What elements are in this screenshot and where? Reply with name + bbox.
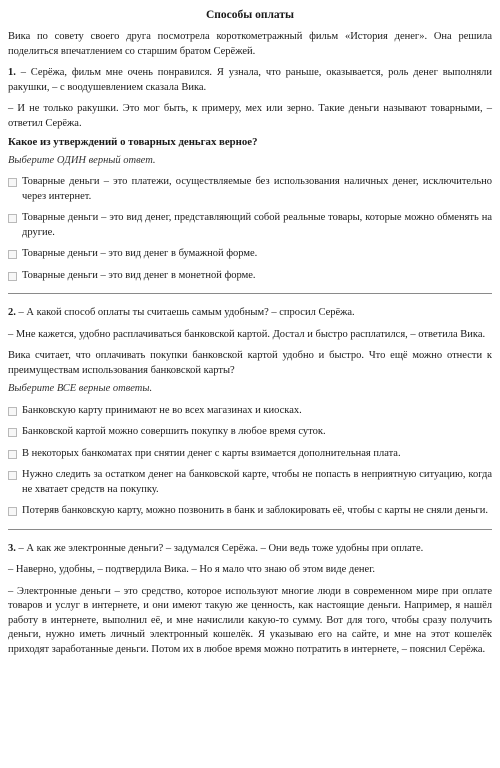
checkbox-icon[interactable] xyxy=(8,507,17,516)
page-title: Способы оплаты xyxy=(205,9,295,21)
section-2-paragraph-1 xyxy=(8,306,492,321)
option-text: Банковскую карту принимают не во всех магазинах и киосках. xyxy=(22,404,302,416)
option-text: Товарные деньги – это вид денег в бумажной форме. xyxy=(22,248,258,259)
checkbox-icon[interactable] xyxy=(8,450,17,459)
section-1-paragraph-2: – И не только ракушки. Это мог быть, к примеру, мех или зерно. Такие деньги называют товарными, – ответил Серёжа. xyxy=(8,103,492,129)
section-3-number: 3. xyxy=(8,542,16,554)
section-1-instruction: Выберите ОДИН верный ответ. xyxy=(8,154,156,166)
section-1-number: 1. xyxy=(8,67,16,78)
radio-option-2[interactable] xyxy=(8,211,492,240)
checkbox-option-1[interactable] xyxy=(8,404,492,419)
radio-box-icon[interactable] xyxy=(8,178,17,187)
section-3-paragraph-1 xyxy=(8,542,492,557)
radio-option-4[interactable] xyxy=(8,269,492,284)
checkbox-icon[interactable] xyxy=(8,407,17,416)
checkbox-option-2[interactable] xyxy=(8,425,492,440)
radio-box-icon[interactable] xyxy=(8,214,17,223)
option-text: Товарные деньги – это вид денег, представляющий собой реальные товары, которые можно обменять на другие. xyxy=(22,212,492,238)
radio-option-3[interactable] xyxy=(8,247,492,262)
option-text: Нужно следить за остатком денег на банковской карте, чтобы не попасть в неприятную ситуацию, когда не хватает средств на покупку. xyxy=(22,469,492,495)
section-1-paragraph-1 xyxy=(8,66,492,95)
checkbox-option-5[interactable] xyxy=(8,504,492,519)
section-2-text-1: – А какой способ оплаты ты считаешь самым удобным? – спросил Серёжа. xyxy=(18,307,355,318)
radio-option-1[interactable] xyxy=(8,175,492,204)
checkbox-icon[interactable] xyxy=(8,428,17,437)
section-1-question: Какое из утверждений о товарных деньгах верное? xyxy=(8,136,258,148)
option-text: В некоторых банкоматах при снятии денег с карты взимается дополнительная плата. xyxy=(22,447,401,459)
section-1-text-1: – Серёжа, фильм мне очень понравился. Я узнала, что раньше, оказывается, роль денег выполняли ракушки, – с воодушевлением сказала Вика. xyxy=(8,67,493,93)
checkbox-option-4[interactable] xyxy=(8,468,492,497)
checkbox-option-3[interactable] xyxy=(8,447,492,462)
section-2-instruction: Выберите ВСЕ верные ответы. xyxy=(8,383,153,394)
section-2-paragraph-2: – Мне кажется, удобно расплачиваться банковской картой. Достал и быстро расплатился, – ответила Вика. xyxy=(8,328,486,340)
radio-box-icon[interactable] xyxy=(8,272,17,281)
section-2-paragraph-3: Вика считает, что оплачивать покупки банковской картой удобно и быстро. Что ещё можно отнести к преимуществам использования банковской карты? xyxy=(8,350,492,376)
option-text: Товарные деньги – это вид денег в монетной форме. xyxy=(22,269,256,281)
section-3-text-1: – А как же электронные деньги? – задумался Серёжа. – Они ведь тоже удобны при оплате. xyxy=(18,542,424,554)
section-2-number: 2. xyxy=(8,307,16,318)
section-divider xyxy=(8,529,492,530)
intro-paragraph: Вика по совету своего друга посмотрела короткометражный фильм «История денег». Она решила поделиться впечатлением со старшим братом Серёжей. xyxy=(8,31,492,57)
section-3-paragraph-3: – Электронные деньги – это средство, которое используют многие люди в современном мире при оплате товаров и услуг в интернете, и они имеют такую же ценность, как настоящие деньги. Например, я нашёл работу в интернете, выполнил её, и мне начислили какую-то сумму. Вот для того, чтобы сразу получить деньги, нужно иметь личный электронный кошелёк. Я указываю его на сайте, и мне на этот кошелёк приходят заработанные деньги. Потом их в любое время можно потратить в интернете, – пояснил Серёжа. xyxy=(8,585,492,655)
checkbox-icon[interactable] xyxy=(8,471,17,480)
radio-box-icon[interactable] xyxy=(8,250,17,259)
option-text: Банковской картой можно совершить покупку в любое время суток. xyxy=(22,426,326,437)
section-3-paragraph-2: – Наверно, удобны, – подтвердила Вика. – Но я мало что знаю об этом виде денег. xyxy=(8,564,375,575)
option-text: Товарные деньги – это платежи, осуществляемые без использования наличных денег, исключительно через интернет. xyxy=(22,176,492,202)
section-divider xyxy=(8,293,492,294)
option-text: Потеряв банковскую карту, можно позвонить в банк и заблокировать её, чтобы с карты не сняли деньги. xyxy=(22,505,488,516)
